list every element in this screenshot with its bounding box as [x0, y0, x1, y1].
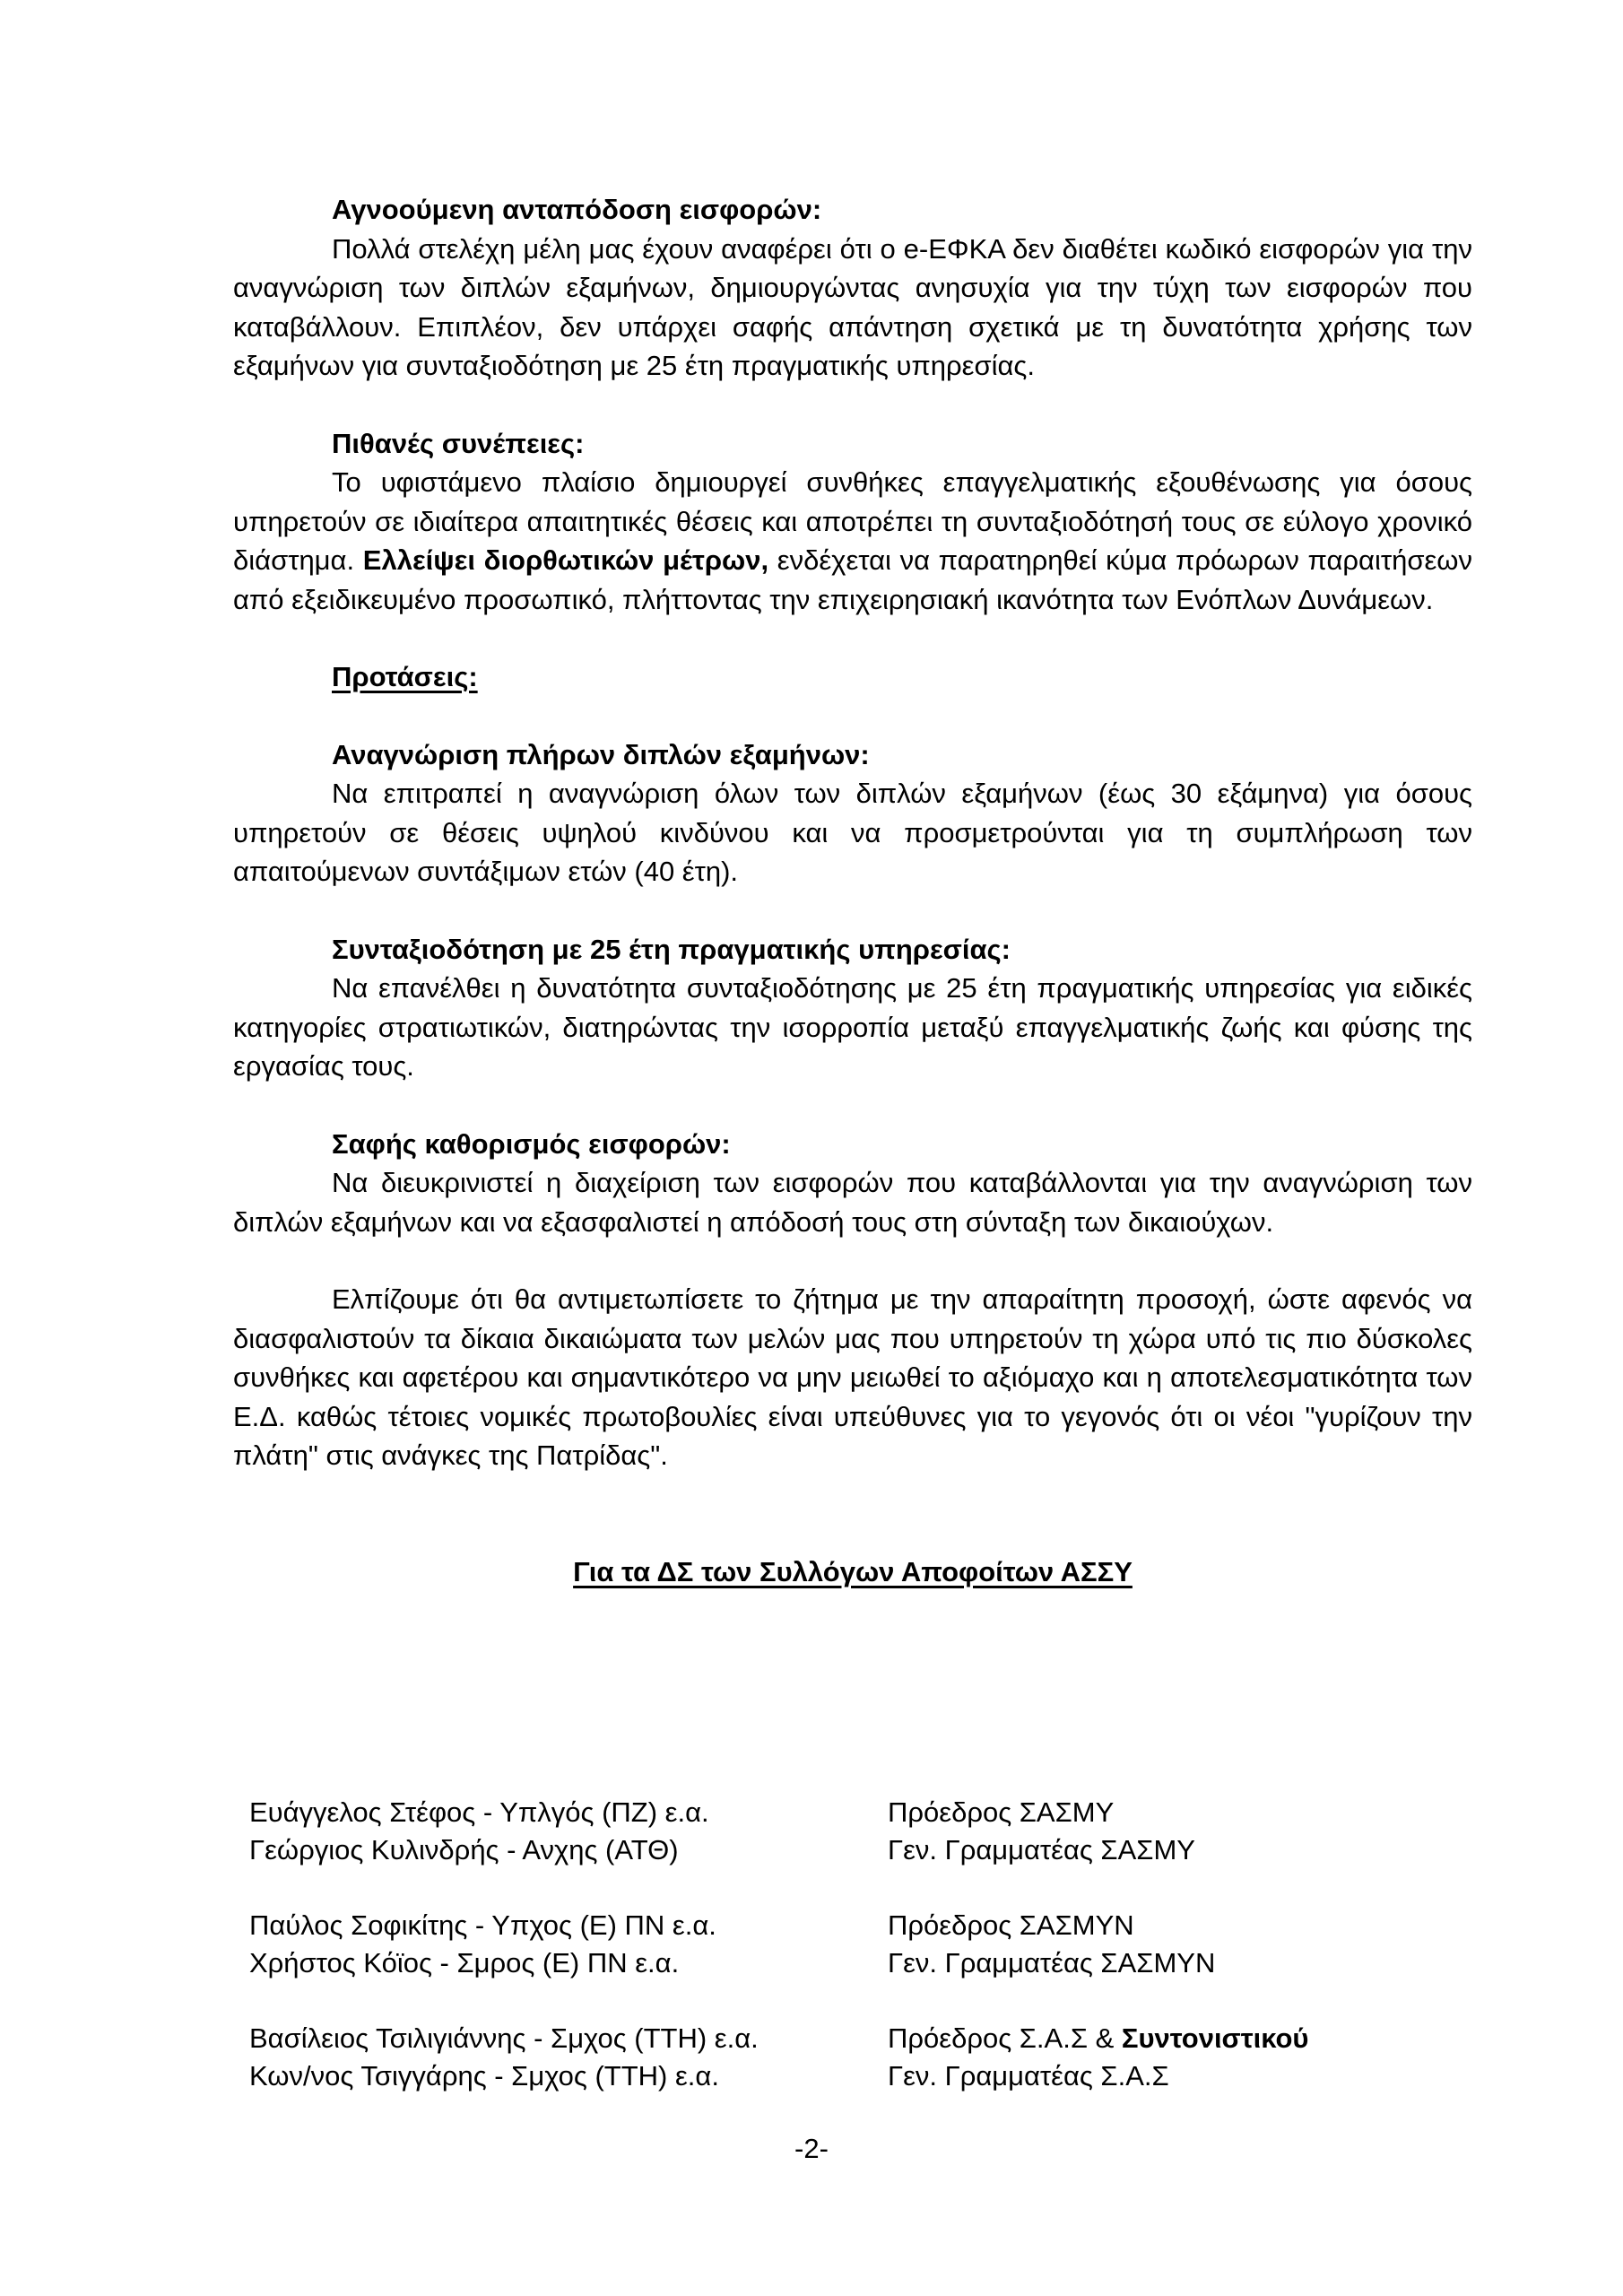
signatory-role: Γεν. Γραμματέας Σ.Α.Σ	[888, 2060, 1169, 2092]
signatory-role: Γεν. Γραμματέας ΣΑΣΜΥ	[888, 1834, 1195, 1866]
signature-row	[249, 1944, 1308, 1982]
signatory-role: Πρόεδρος ΣΑΣΜΥΝ	[888, 1909, 1134, 1941]
signatures-title	[233, 1552, 1472, 1592]
signatory-name: Χρήστος Κόϊος - Σμρος (Ε) ΠΝ ε.α.	[249, 1947, 680, 1979]
signature-row	[249, 1794, 1308, 1831]
signatory-role	[888, 2020, 1308, 2057]
signatory-name: Γεώργιος Κυλινδρής - Ανχης (ΑΤΘ)	[249, 1834, 679, 1866]
proposal-heading-double-semesters: Αναγνώριση πλήρων διπλών εξαμήνων:	[332, 738, 870, 770]
signature-group-sasmy	[249, 1794, 1308, 1869]
signature-block	[249, 1794, 1308, 2133]
signature-group-sas	[249, 2020, 1308, 2095]
document-page	[233, 190, 1472, 1591]
section-heading-consequences: Πιθανές συνέπειες:	[332, 427, 585, 459]
paragraph-consequences	[233, 463, 1472, 619]
section-heading-contributions: Αγνοούμενη ανταπόδοση εισφορών:	[332, 194, 822, 225]
proposal-heading-25-years: Συνταξιοδότηση με 25 έτη πραγματικής υπηρεσίας:	[332, 933, 1011, 965]
consequences-text-2: ενδέχεται να παρατηρηθεί κύμα πρόωρων παραιτήσεων από εξειδικευμένο προσωπικό, πλήττοντας την επιχειρησιακή ικανότητα των Ενόπλων Δυνάμεων.	[233, 544, 1472, 615]
signatory-name: Κων/νος Τσιγγάρης - Σμχος (ΤΤΗ) ε.α.	[249, 2060, 719, 2092]
proposal-body-double-semesters: Να επιτραπεί η αναγνώριση όλων των διπλών εξαμήνων (έως 30 εξάμηνα) για όσους υπηρετούν σε θέσεις υψηλού κινδύνου και να προσμετρούνται για τη συμπλήρωση των απαιτούμενων συντάξιμων ετών (40 έτη).	[233, 778, 1472, 887]
signatures-title-text: Για τα ΔΣ των Συλλόγων Αποφοίτων ΑΣΣΥ	[573, 1555, 1133, 1587]
proposal-body-contributions: Να διευκρινιστεί η διαχείριση των εισφορών που καταβάλλονται για την αναγνώριση των διπλών εξαμήνων και να εξασφαλιστεί η απόδοσή τους στη σύνταξη των δικαιούχων.	[233, 1167, 1472, 1238]
signature-row	[249, 2057, 1308, 2095]
signatory-name: Παύλος Σοφικίτης - Υπχος (Ε) ΠΝ ε.α.	[249, 1909, 716, 1941]
consequences-bold-text: Ελλείψει διορθωτικών μέτρων,	[362, 544, 769, 576]
signature-group-sasmyn	[249, 1907, 1308, 1982]
signatory-role: Γεν. Γραμματέας ΣΑΣΜΥΝ	[888, 1947, 1216, 1979]
paragraph-contributions: Πολλά στελέχη μέλη μας έχουν αναφέρει ότι ο e-ΕΦΚΑ δεν διαθέτει κωδικό εισφορών για την αναγνώριση των διπλών εξαμήνων, δημιουργώντας ανησυχία για την τύχη των εισφορών που καταβάλλουν. Επιπλέον, δεν υπάρχει σαφής απάντηση σχετικά με τη δυνατότητα χρήσης των εξαμήνων για συνταξιοδότηση με 25 έτη πραγματικής υπηρεσίας.	[233, 232, 1472, 381]
signatory-role: Πρόεδρος ΣΑΣΜΥ	[888, 1796, 1115, 1828]
signatory-role-text: Πρόεδρος Σ.Α.Σ &	[888, 2022, 1122, 2054]
proposals-heading: Προτάσεις:	[332, 661, 478, 692]
proposal-heading-contributions: Σαφής καθορισμός εισφορών:	[332, 1127, 731, 1160]
proposal-body-25-years: Να επανέλθει η δυνατότητα συνταξιοδότησης με 25 έτη πραγματικής υπηρεσίας για ειδικές κατηγορίες στρατιωτικών, διατηρώντας την ισορροπία μεταξύ επαγγελματικής ζωής και φύσης της εργασίας τους.	[233, 972, 1472, 1082]
closing-paragraph: Ελπίζουμε ότι θα αντιμετωπίσετε το ζήτημα με την απαραίτητη προσοχή, ώστε αφενός να διασφαλιστούν τα δίκαια δικαιώματα των μελών μας που υπηρετούν τη χώρα υπό τις πιο δύσκολες συνθήκες και αφετέρου και σημαντικότερο να μην μειωθεί το αξιόμαχο και η αποτελεσματικότητα των Ε.Δ. καθώς τέτοιες νομικές πρωτοβουλίες είναι υπεύθυνες για το γεγονός ότι οι νέοι "γυρίζουν την πλάτη" στις ανάγκες της Πατρίδας".	[233, 1283, 1472, 1471]
signature-row	[249, 1907, 1308, 1944]
signatory-name: Βασίλειος Τσιλιγιάννης - Σμχος (ΤΤΗ) ε.α.	[249, 2022, 759, 2054]
signatory-role-bold: Συντονιστικού	[1121, 2022, 1309, 2054]
signatory-name: Ευάγγελος Στέφος - Υπλγός (ΠΖ) ε.α.	[249, 1796, 709, 1828]
signature-row	[249, 2020, 1308, 2057]
signature-row	[249, 1831, 1308, 1869]
consequences-text-1: Το υφιστάμενο πλαίσιο δημιουργεί συνθήκες επαγγελματικής εξουθένωσης για όσους υπηρετούν σε ιδιαίτερα απαιτητικές θέσεις και αποτρέπει τη συνταξιοδότησή τους σε εύλογο χρονικό διάστημα.	[233, 466, 1472, 576]
page-number: -2-	[794, 2133, 829, 2164]
